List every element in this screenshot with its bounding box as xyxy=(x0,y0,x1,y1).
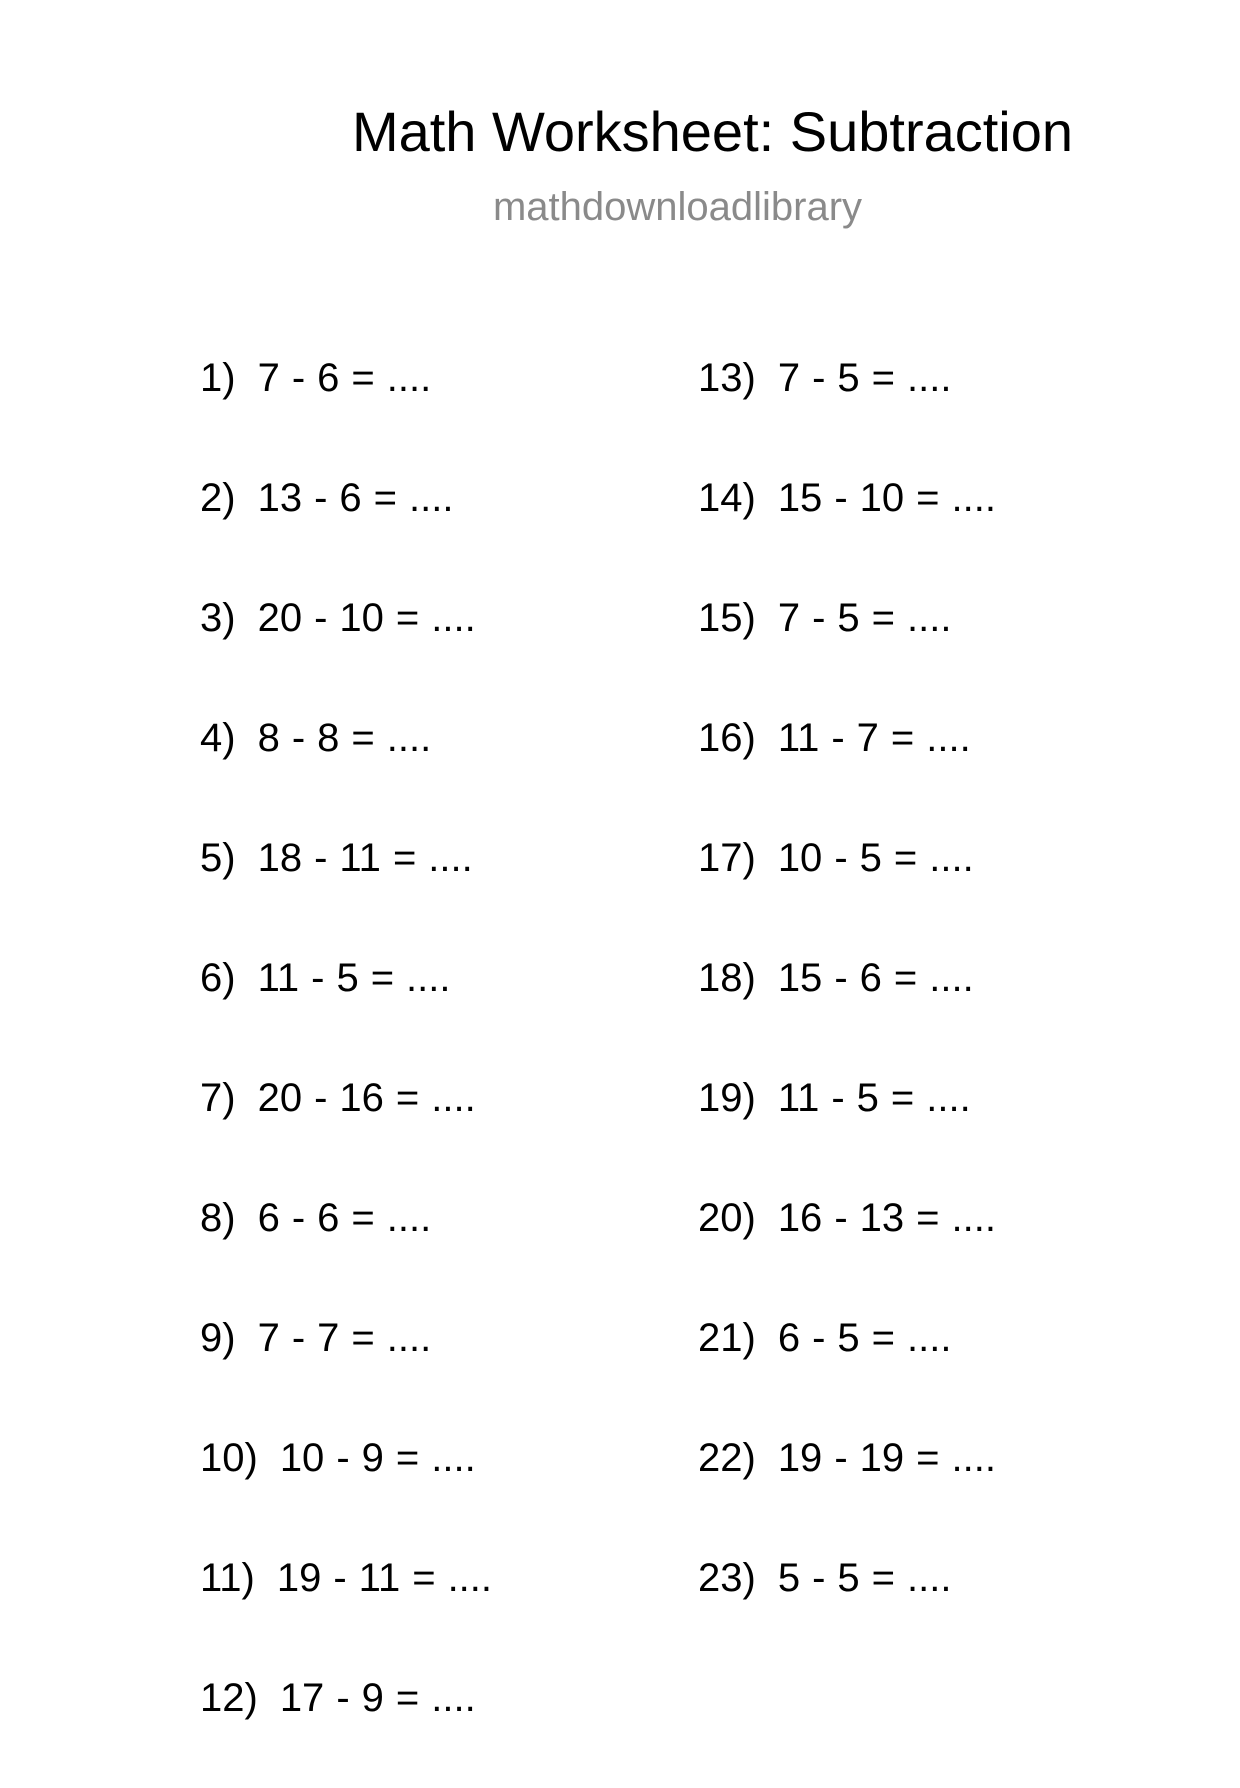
problem-item xyxy=(200,828,492,948)
subtrahend: 5 xyxy=(837,356,860,400)
answer-blank[interactable]: .... xyxy=(409,476,454,520)
answer-blank[interactable]: .... xyxy=(386,1196,432,1240)
problem-item xyxy=(200,588,492,708)
equals-sign: = xyxy=(916,1196,940,1240)
equals-sign: = xyxy=(370,956,395,1000)
equals-sign: = xyxy=(890,1076,915,1120)
problem-item xyxy=(200,948,492,1068)
problem-number: 6) xyxy=(200,956,236,1000)
minus-sign: - xyxy=(812,356,826,400)
answer-blank[interactable]: .... xyxy=(929,836,974,880)
equals-sign: = xyxy=(351,1196,375,1240)
minuend: 7 xyxy=(257,1316,280,1360)
problem-column-right xyxy=(698,348,996,1668)
problem-item xyxy=(698,948,996,1068)
answer-blank[interactable]: .... xyxy=(926,1076,971,1120)
answer-blank[interactable]: .... xyxy=(406,956,451,1000)
equals-sign: = xyxy=(392,836,417,880)
problem-item xyxy=(200,1548,492,1668)
problem-item xyxy=(200,1188,492,1308)
problem-number: 16) xyxy=(698,716,756,760)
problem-item xyxy=(698,828,996,948)
equals-sign: = xyxy=(373,476,398,520)
answer-blank[interactable]: .... xyxy=(926,716,971,760)
minus-sign: - xyxy=(291,356,306,400)
subtrahend: 10 xyxy=(859,476,905,520)
answer-blank[interactable]: .... xyxy=(431,1076,476,1120)
minus-sign: - xyxy=(834,956,848,1000)
answer-blank[interactable]: .... xyxy=(907,1556,952,1600)
minuend: 10 xyxy=(777,836,823,880)
problem-number: 10) xyxy=(200,1436,258,1480)
problem-number: 2) xyxy=(200,476,236,520)
equals-sign: = xyxy=(395,1436,420,1480)
minus-sign: - xyxy=(336,1436,350,1480)
minuend: 6 xyxy=(777,1316,801,1360)
problem-number: 18) xyxy=(698,956,756,1000)
minuend: 15 xyxy=(777,956,823,1000)
minus-sign: - xyxy=(314,1076,328,1120)
minus-sign: - xyxy=(336,1676,350,1720)
problem-item xyxy=(698,468,996,588)
minus-sign: - xyxy=(291,716,306,760)
equals-sign: = xyxy=(412,1556,436,1600)
problem-number: 11) xyxy=(200,1556,255,1600)
minuend: 11 xyxy=(777,1076,820,1120)
answer-blank[interactable]: .... xyxy=(907,356,952,400)
problem-number: 19) xyxy=(698,1076,756,1120)
problem-number: 9) xyxy=(200,1316,236,1360)
equals-sign: = xyxy=(893,836,918,880)
minuend: 17 xyxy=(279,1676,325,1720)
problem-item xyxy=(200,1428,492,1548)
answer-blank[interactable]: .... xyxy=(907,596,952,640)
problem-number: 22) xyxy=(698,1436,756,1480)
problem-item xyxy=(698,348,996,468)
subtrahend: 8 xyxy=(317,716,340,760)
problem-item xyxy=(698,1428,996,1548)
problem-item xyxy=(698,708,996,828)
subtrahend: 5 xyxy=(837,596,860,640)
subtrahend: 11 xyxy=(339,836,381,880)
subtrahend: 7 xyxy=(856,716,879,760)
problem-item xyxy=(698,588,996,708)
minuend: 19 xyxy=(276,1556,322,1600)
minuend: 13 xyxy=(257,476,303,520)
minuend: 10 xyxy=(279,1436,325,1480)
minuend: 7 xyxy=(257,356,280,400)
answer-blank[interactable]: .... xyxy=(386,1316,432,1360)
minus-sign: - xyxy=(812,1556,826,1600)
minuend: 18 xyxy=(257,836,303,880)
problem-number: 20) xyxy=(698,1196,756,1240)
problem-number: 12) xyxy=(200,1676,258,1720)
subtrahend: 9 xyxy=(361,1436,384,1480)
minuend: 5 xyxy=(777,1556,801,1600)
answer-blank[interactable]: .... xyxy=(951,476,996,520)
problem-number: 23) xyxy=(698,1556,756,1600)
minuend: 7 xyxy=(777,596,801,640)
equals-sign: = xyxy=(351,1316,375,1360)
equals-sign: = xyxy=(871,596,895,640)
subtrahend: 5 xyxy=(336,956,359,1000)
minuend: 19 xyxy=(777,1436,823,1480)
minuend: 8 xyxy=(257,716,280,760)
subtrahend: 7 xyxy=(317,1316,340,1360)
minus-sign: - xyxy=(831,716,845,760)
problem-number: 8) xyxy=(200,1196,236,1240)
equals-sign: = xyxy=(351,716,375,760)
answer-blank[interactable]: .... xyxy=(929,956,974,1000)
equals-sign: = xyxy=(395,1676,420,1720)
problem-item xyxy=(200,708,492,828)
worksheet-title: Math Worksheet: Subtraction xyxy=(351,100,1074,163)
minus-sign: - xyxy=(812,1316,826,1360)
subtrahend: 6 xyxy=(317,356,340,400)
minuend: 20 xyxy=(257,1076,303,1120)
subtrahend: 5 xyxy=(837,1316,860,1360)
problem-number: 4) xyxy=(200,716,236,760)
problem-item xyxy=(200,468,492,588)
subtrahend: 6 xyxy=(339,476,362,520)
minuend: 6 xyxy=(257,1196,280,1240)
problem-number: 21) xyxy=(698,1316,756,1360)
minus-sign: - xyxy=(831,1076,845,1120)
subtrahend: 5 xyxy=(837,1556,860,1600)
problem-item xyxy=(200,348,492,468)
problem-item xyxy=(698,1188,996,1308)
answer-blank[interactable]: .... xyxy=(386,716,432,760)
equals-sign: = xyxy=(871,356,895,400)
minus-sign: - xyxy=(812,596,826,640)
equals-sign: = xyxy=(395,596,420,640)
equals-sign: = xyxy=(890,716,915,760)
subtrahend: 13 xyxy=(859,1196,905,1240)
answer-blank[interactable]: .... xyxy=(431,1436,476,1480)
minus-sign: - xyxy=(834,1436,848,1480)
answer-blank[interactable]: .... xyxy=(386,356,432,400)
problem-number: 14) xyxy=(698,476,756,520)
problem-item xyxy=(698,1068,996,1188)
subtrahend: 16 xyxy=(339,1076,384,1120)
minus-sign: - xyxy=(333,1556,347,1600)
answer-blank[interactable]: .... xyxy=(447,1556,493,1600)
problem-item xyxy=(698,1548,996,1668)
minus-sign: - xyxy=(834,836,848,880)
minuend: 20 xyxy=(257,596,303,640)
problem-item xyxy=(200,1308,492,1428)
answer-blank[interactable]: .... xyxy=(428,836,473,880)
problem-number: 5) xyxy=(200,836,236,880)
minus-sign: - xyxy=(291,1316,306,1360)
answer-blank[interactable]: .... xyxy=(951,1196,996,1240)
equals-sign: = xyxy=(395,1076,420,1120)
minus-sign: - xyxy=(291,1196,306,1240)
problem-number: 3) xyxy=(200,596,236,640)
subtrahend: 19 xyxy=(859,1436,905,1480)
answer-blank[interactable]: .... xyxy=(431,596,476,640)
equals-sign: = xyxy=(871,1556,895,1600)
problem-number: 1) xyxy=(200,356,236,400)
subtrahend: 5 xyxy=(856,1076,879,1120)
subtrahend: 10 xyxy=(339,596,384,640)
problem-item xyxy=(200,1668,492,1788)
minuend: 11 xyxy=(777,716,820,760)
equals-sign: = xyxy=(351,356,375,400)
subtrahend: 6 xyxy=(859,956,882,1000)
minuend: 7 xyxy=(777,356,801,400)
answer-blank[interactable]: .... xyxy=(431,1676,476,1720)
minus-sign: - xyxy=(314,476,328,520)
problem-item xyxy=(698,1308,996,1428)
minus-sign: - xyxy=(314,596,328,640)
equals-sign: = xyxy=(916,476,940,520)
equals-sign: = xyxy=(871,1316,895,1360)
minus-sign: - xyxy=(834,1196,848,1240)
subtrahend: 11 xyxy=(358,1556,401,1600)
problem-number: 13) xyxy=(698,356,756,400)
subtrahend: 5 xyxy=(859,836,882,880)
equals-sign: = xyxy=(893,956,918,1000)
equals-sign: = xyxy=(916,1436,940,1480)
minuend: 16 xyxy=(777,1196,823,1240)
problem-number: 17) xyxy=(698,836,756,880)
answer-blank[interactable]: .... xyxy=(951,1436,996,1480)
minuend: 11 xyxy=(257,956,300,1000)
problem-column-left xyxy=(200,348,492,1788)
problem-number: 15) xyxy=(698,596,756,640)
worksheet-source: mathdownloadlibrary xyxy=(492,185,863,229)
subtrahend: 9 xyxy=(361,1676,384,1720)
minus-sign: - xyxy=(311,956,325,1000)
minus-sign: - xyxy=(834,476,848,520)
minuend: 15 xyxy=(777,476,823,520)
answer-blank[interactable]: .... xyxy=(907,1316,952,1360)
subtrahend: 6 xyxy=(317,1196,340,1240)
problem-number: 7) xyxy=(200,1076,236,1120)
problem-item xyxy=(200,1068,492,1188)
minus-sign: - xyxy=(314,836,328,880)
